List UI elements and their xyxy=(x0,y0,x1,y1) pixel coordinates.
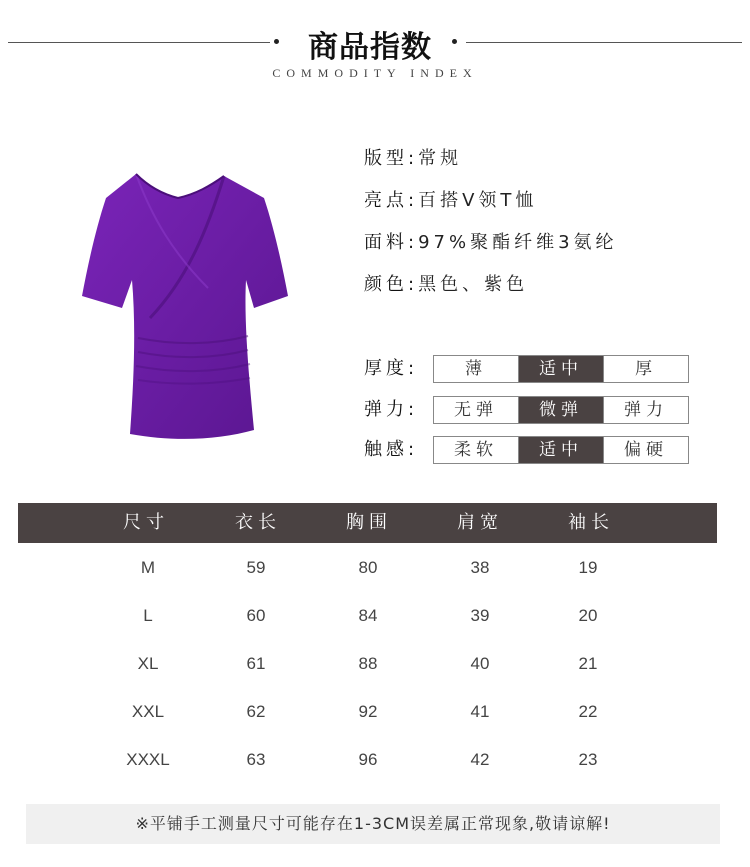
cell-sleeve: 23 xyxy=(578,750,598,769)
header-shoulder: 肩宽 xyxy=(457,512,503,533)
thickness-option-thick: 厚 xyxy=(603,356,688,382)
cell-bust: 96 xyxy=(358,750,378,769)
attr-fabric-label: 面料: xyxy=(364,232,419,253)
cell-size: XXL xyxy=(131,702,165,721)
cell-length: 63 xyxy=(246,750,266,769)
attr-color-label: 颜色: xyxy=(364,274,419,295)
attr-color-value: 黑色、紫色 xyxy=(418,274,529,295)
header-dot-left xyxy=(274,39,279,44)
cell-bust: 88 xyxy=(358,654,378,673)
header-bust: 胸围 xyxy=(346,512,392,533)
cell-bust: 84 xyxy=(358,606,378,625)
cell-sleeve: 21 xyxy=(578,654,598,673)
scale-elasticity-options xyxy=(433,396,689,424)
scale-elasticity-label: 弹力: xyxy=(364,399,419,420)
scale-touch-options xyxy=(433,436,689,464)
elasticity-option-stretch: 弹力 xyxy=(603,397,688,423)
cell-sleeve: 20 xyxy=(578,606,598,625)
cell-sleeve: 19 xyxy=(578,558,598,577)
touch-option-hard: 偏硬 xyxy=(603,437,688,463)
scale-thickness-options xyxy=(433,355,689,383)
cell-length: 59 xyxy=(246,558,266,577)
cell-shoulder: 38 xyxy=(470,558,490,577)
cell-length: 62 xyxy=(246,702,266,721)
header-divider-left xyxy=(8,42,270,43)
page-title: 商品指数 xyxy=(308,30,432,65)
attr-highlight-value: 百搭V领T恤 xyxy=(418,190,538,211)
table-row xyxy=(18,736,717,784)
attr-fabric-value: 97%聚酯纤维3氨纶 xyxy=(418,232,618,253)
table-row xyxy=(18,688,717,736)
header-sleeve: 袖长 xyxy=(568,512,614,533)
thickness-option-thin: 薄 xyxy=(465,359,487,379)
size-table-header xyxy=(18,503,717,543)
header-dot-right xyxy=(452,39,457,44)
header-length: 衣长 xyxy=(235,512,281,533)
header-size: 尺寸 xyxy=(123,512,169,533)
touch-option-medium: 适中 xyxy=(518,437,603,463)
cell-length: 61 xyxy=(246,654,266,673)
attr-fit-label: 版型: xyxy=(364,148,419,169)
size-table xyxy=(18,503,717,784)
thickness-option-medium: 适中 xyxy=(518,356,603,382)
elasticity-option-none: 无弹 xyxy=(454,400,498,420)
cell-bust: 92 xyxy=(358,702,378,721)
elasticity-option-slight: 微弹 xyxy=(518,397,603,423)
table-row xyxy=(18,640,717,688)
measurement-note: ※平铺手工测量尺寸可能存在1-3CM误差属正常现象,敬请谅解! xyxy=(26,804,720,844)
attr-fabric xyxy=(364,230,618,272)
cell-shoulder: 41 xyxy=(470,702,490,721)
product-image xyxy=(78,168,288,443)
scale-touch-label: 触感: xyxy=(364,439,419,460)
cell-size: M xyxy=(140,558,156,577)
cell-size: XXXL xyxy=(126,750,170,769)
attr-fit-value: 常规 xyxy=(418,148,463,169)
header-divider-right xyxy=(466,42,742,43)
cell-length: 60 xyxy=(246,606,266,625)
page-subtitle: COMMODITY INDEX xyxy=(272,66,478,80)
cell-bust: 80 xyxy=(358,558,378,577)
attr-fit xyxy=(364,146,618,188)
product-attributes xyxy=(364,146,618,314)
page-header xyxy=(0,0,750,90)
cell-sleeve: 22 xyxy=(578,702,598,721)
cell-size: XL xyxy=(137,654,159,673)
cell-shoulder: 39 xyxy=(470,606,490,625)
cell-shoulder: 42 xyxy=(470,750,490,769)
table-row xyxy=(18,592,717,640)
attr-highlight xyxy=(364,188,618,230)
scale-thickness-label: 厚度: xyxy=(364,358,419,379)
touch-option-soft: 柔软 xyxy=(454,440,498,460)
attr-highlight-label: 亮点: xyxy=(364,190,419,211)
attr-color xyxy=(364,272,618,314)
cell-shoulder: 40 xyxy=(470,654,490,673)
tshirt-icon xyxy=(78,168,288,443)
cell-size: L xyxy=(143,606,153,625)
table-row xyxy=(18,544,717,592)
